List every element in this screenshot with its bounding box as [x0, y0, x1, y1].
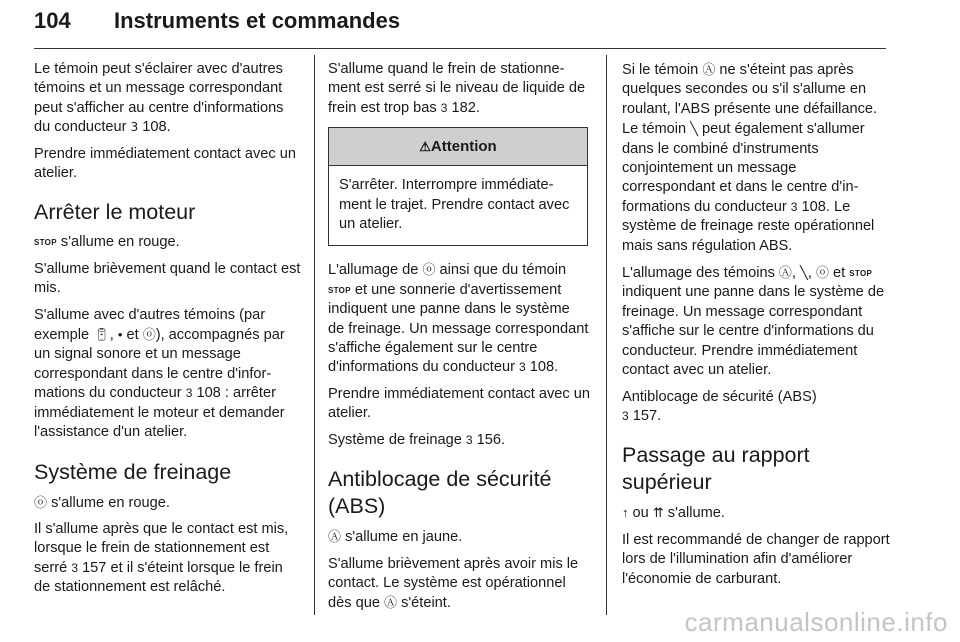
brake-warning-icon: ⓞ [142, 327, 156, 343]
paragraph: S'allume quand le frein de stationnement est serré si le niveau de liquide de frein est trop bas 3 182. [328, 61, 586, 116]
page-ref[interactable]: 108 [801, 198, 826, 215]
warning-triangle-icon: ⚠ [419, 139, 431, 155]
oil-pressure-icon: • [117, 327, 123, 343]
stop-icon: STOP [34, 238, 57, 248]
paragraph: ↑ ou ⇈ s'allume. [622, 505, 725, 522]
stop-icon: STOP [849, 269, 873, 279]
section-heading: Système de freinage [34, 459, 232, 484]
column-3 [622, 60, 890, 596]
paragraph: ⓞ s'allume en rouge. [34, 494, 170, 511]
ref-arrow-icon: 3 [71, 560, 78, 575]
stop-icon: STOP [328, 285, 351, 295]
service-wrench-icon: ╲ [690, 121, 698, 137]
paragraph: Prendre immédiatement contact avec un atelier. [328, 385, 591, 422]
brake-warning-icon: ⓞ [34, 494, 48, 510]
column-divider [314, 55, 315, 615]
section-heading: Passage au rapport supérieur [622, 443, 810, 495]
shift-up-icon: ↑ [622, 505, 629, 521]
paragraph: Ⓐ s'allume en jaune. [328, 529, 463, 546]
paragraph: S'allume avec d'autres témoins (par exemple 🔋︎, • et ⓞ), accompagnés par un signal sonore et un message correspondant dans le centre d'informations du conducteur 3 108 : arrêter immédiatement le moteur et demander l'assistance d'un atelier. [34, 306, 285, 441]
page-ref[interactable]: 157 [82, 559, 107, 576]
paragraph: S'allume brièvement après avoir mis le contact. Le système est opérationnel dès que Ⓐ s'éteint. [328, 555, 579, 612]
attention-body: S'arrêter. Interrompre immédiatement le trajet. Prendre contact avec un atelier. [339, 177, 570, 233]
ref-arrow-icon: 3 [465, 432, 473, 447]
ref-arrow-icon: 3 [790, 199, 798, 214]
abs-icon: Ⓐ [384, 595, 398, 611]
section-heading: Arrêter le moteur [34, 200, 196, 225]
brake-warning-icon: ⓞ [815, 265, 829, 281]
paragraph: S'allume brièvement quand le contact est mis. [34, 260, 301, 297]
page-ref[interactable]: 108. [142, 119, 171, 136]
paragraph: Il s'allume après que le contact est mis, lorsque le frein de stationnement est serré 3 157 et il s'éteint lorsque le frein de stationnement est relâché. [34, 520, 289, 596]
ref-arrow-icon: 3 [185, 386, 193, 401]
page-header [34, 0, 886, 49]
ref-arrow-icon: 3 [622, 408, 629, 423]
page-ref[interactable]: 108 [196, 385, 221, 402]
page-ref[interactable]: 108. [529, 359, 559, 376]
abs-icon: Ⓐ [778, 265, 792, 281]
ref-arrow-icon: 3 [519, 360, 526, 375]
page-number: 104 [34, 8, 71, 33]
watermark: carmanualsonline.info [684, 607, 948, 637]
abs-icon: Ⓐ [702, 62, 716, 77]
shift-skip-icon: ⇈ [652, 505, 664, 521]
paragraph: Antiblocage de sécurité (ABS) 3 157. [622, 388, 817, 424]
ref-arrow-icon: 3 [130, 120, 139, 135]
paragraph: Prendre immédiatement contact avec un atelier. [34, 145, 297, 182]
page-title: Instruments et commandes [114, 8, 401, 33]
paragraph: Il est recommandé de changer de rapport lors de l'illumination afin d'améliorer l'économie de carburant. [622, 531, 890, 587]
page-ref[interactable]: 182. [451, 99, 480, 116]
column-1 [34, 60, 302, 605]
paragraph: L'allumage des témoins Ⓐ, ╲, ⓞ et STOP indiquent une panne dans le système de freinage. Un message correspondant s'affiche sur le centre d'informations du conducteur. Prendre immédiatement contact avec un atelier. [622, 265, 885, 379]
column-divider [606, 55, 607, 615]
service-wrench-icon: ╲ [800, 265, 808, 281]
section-heading: Antiblocage de sécurité (ABS) [328, 467, 552, 519]
battery-icon: 🔋︎ [93, 327, 110, 343]
paragraph: Le témoin peut s'éclairer avec d'autres témoins et un message correspondant peut s'afficher au centre d'informations du conducteur 3 108. [34, 61, 284, 136]
paragraph: STOP s'allume en rouge. [34, 234, 180, 251]
paragraph: Si le témoin Ⓐ ne s'éteint pas après quelques secondes ou s'il s'allume en roulant, l'ABS présente une défaillance. Le témoin ╲ peut également s'allumer dans le combiné d'instruments conjointement un message correspondant et dans le centre d'informations du conducteur 3 108. Le système de freinage reste opérationnel mais sans régulation ABS. [622, 62, 878, 254]
paragraph: Système de freinage 3 156. [328, 431, 506, 448]
brake-warning-icon: ⓞ [422, 262, 436, 278]
abs-icon: Ⓐ [328, 529, 342, 545]
ref-arrow-icon: 3 [440, 100, 448, 115]
page-ref[interactable]: 156. [476, 431, 506, 448]
attention-box [328, 127, 588, 246]
paragraph: L'allumage de ⓞ ainsi que du témoin STOP et une sonnerie d'avertissement indiquent une panne dans le système de freinage. Un message correspondant s'affiche également sur le centre d'informations du conducteur 3 108. [328, 262, 589, 376]
attention-header: ⚠Attention [329, 128, 587, 166]
column-2 [328, 60, 590, 621]
page-ref[interactable]: 157. [632, 407, 662, 424]
